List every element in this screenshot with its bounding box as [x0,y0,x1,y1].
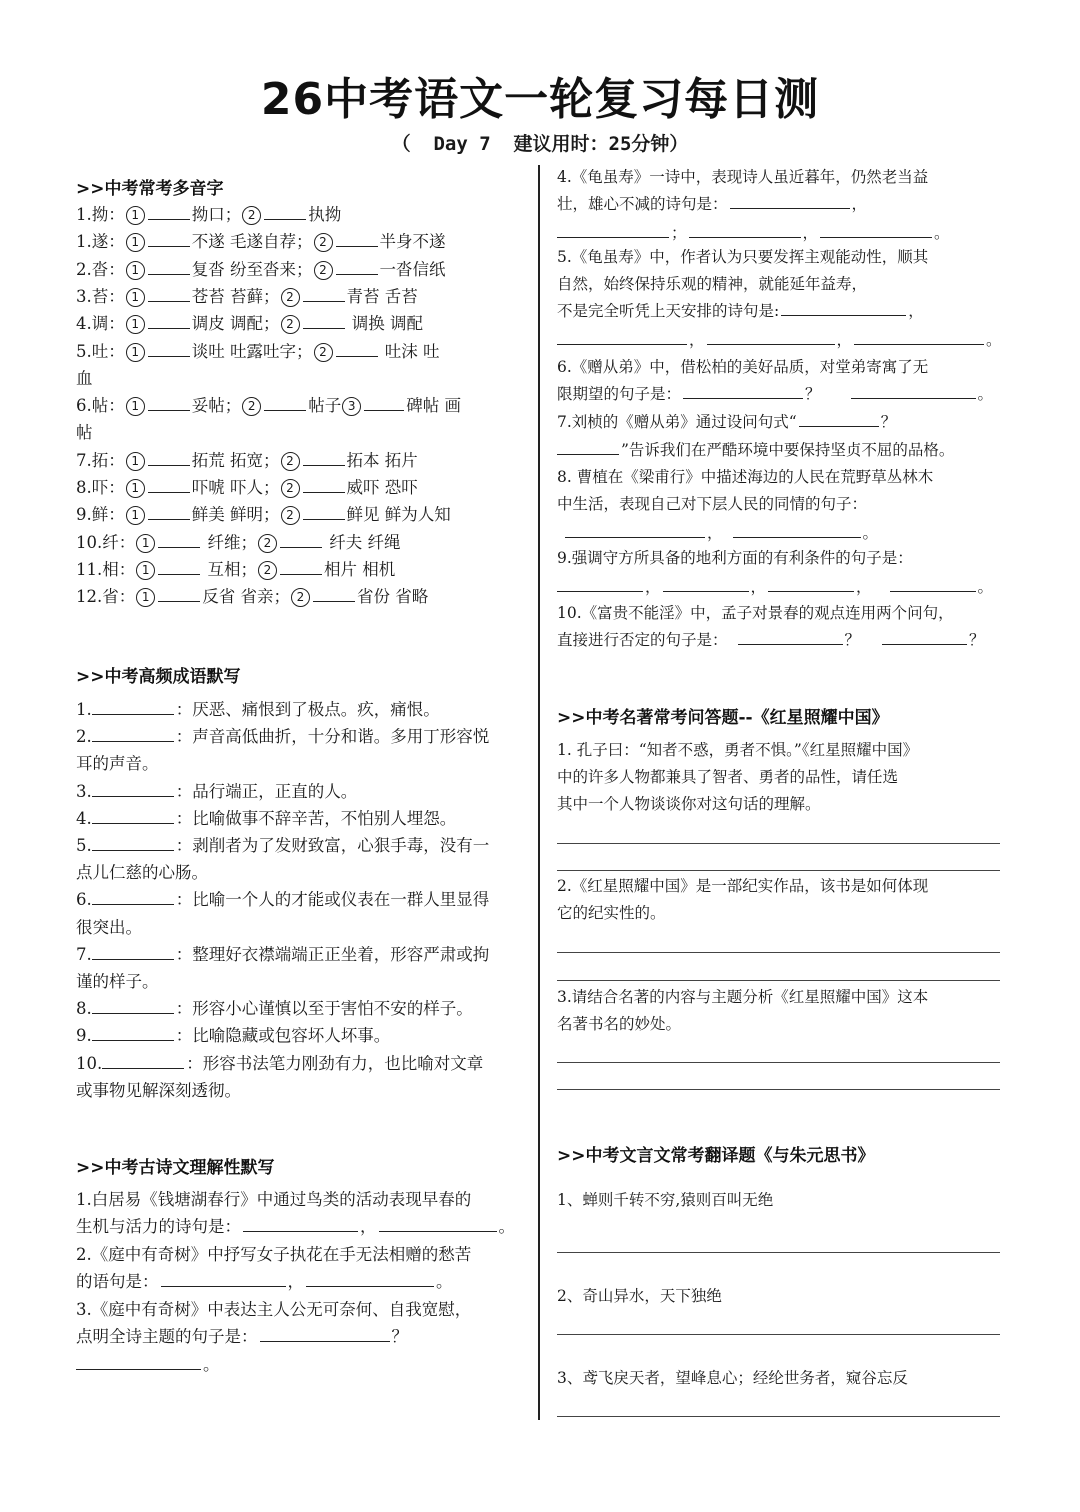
classic-q1-line2: 中的许多人物都兼具了智者、勇者的品性，请任选 [557,768,899,786]
poetry-q4-answer: 壮，雄心不减的诗句是： ， [557,191,867,218]
answer-blank[interactable] [264,393,306,411]
idiom-item-continuation: 点儿仁慈的心肠。 [76,863,208,883]
translation-item-3: 3、鸢飞戾天者，望峰息心；经纶世务者，窥谷忘反 [557,1369,908,1387]
translation-heading: >>中考文言文常考翻译题《与朱元思书》 [557,1146,875,1166]
answer-blank[interactable] [303,284,345,302]
answer-blank[interactable] [313,584,355,602]
idiom-item-continuation: 谨的样子。 [76,972,159,991]
polyphonic-item-continuation: 血 [76,368,93,388]
answer-blank[interactable] [92,996,174,1014]
polyphonic-item: 2.沓： 1 复沓 纷至沓来； 2 一沓信纸 [76,256,446,283]
poetry-q1-answer: 生机与活力的诗句是： ， 。 [76,1213,515,1240]
answer-blank[interactable] [264,202,306,220]
circled-number: 2 [281,479,300,498]
circled-number: 2 [314,261,333,280]
circled-number: 2 [314,343,333,362]
poetry-q9: 9.强调守方所具备的地利方面的有利条件的句子是： [557,549,913,567]
classic-q3: 3.请结合名著的内容与主题分析《红星照耀中国》这本 [557,988,929,1006]
answer-blank[interactable] [260,1324,390,1342]
idiom-item: 8. ：形容小心谨慎以至于害怕不安的样子。 [76,995,473,1022]
poetry-q3: 3.《庭中有奇树》中表达主人公无可奈何、自我宽慰， [76,1300,472,1319]
answer-blank[interactable] [92,697,174,715]
answer-line[interactable] [557,1062,1000,1063]
poetry-q3-answer-2: 。 [76,1351,220,1378]
poetry-q5-line2: 自然，始终保持乐观的精神，就能延年益寿， [557,275,868,293]
polyphonic-heading: >>中考常考多音字 [76,179,224,199]
polyphonic-item: 4.调： 1 调皮 调配； 2 调换 调配 [76,310,423,337]
answer-blank[interactable] [158,557,200,575]
answer-line[interactable] [557,1089,1000,1090]
answer-blank[interactable] [303,502,345,520]
page-subtitle: （ Day 7 建议用时：25分钟） [391,133,689,155]
circled-number: 2 [242,397,261,416]
poetry-q10-answer: 直接进行否定的句子是： ？ ？ [557,627,985,654]
classic-q2-line2: 它的纪实性的。 [557,904,666,922]
answer-blank[interactable] [303,475,345,493]
poetry-heading: >>中考古诗文理解性默写 [76,1158,275,1178]
classic-q1: 1. 孔子曰：“知者不惑，勇者不惧。”《红星照耀中国》 [557,741,919,759]
idiom-item: 3. ：品行端正，正直的人。 [76,778,357,805]
idiom-item: 7. ：整理好衣襟端端正正坐着，形容严肃或拘 [76,941,489,968]
idiom-item-continuation: 很突出。 [76,917,142,937]
circled-number: 2 [291,588,310,607]
classic-q3-line2: 名著书名的妙处。 [557,1015,682,1033]
answer-blank[interactable] [303,448,345,466]
poetry-q2-answer: 的语句是： ， 。 [76,1268,453,1295]
poetry-q6: 6.《赠从弟》中，借松柏的美好品质，对堂弟寄寓了无 [557,358,929,376]
circled-number: 2 [281,315,300,334]
poetry-q7-answer: ”告诉我们在严酷环境中要保持坚贞不屈的品格。 [557,437,954,464]
poetry-q1: 1.白居易《钱塘湖春行》中通过鸟类的活动表现早春的 [76,1190,472,1209]
circled-number: 1 [136,588,155,607]
polyphonic-item: 1.拗： 1 拗口； 2 执拗 [76,201,341,228]
circled-number: 2 [314,233,333,252]
circled-number: 1 [136,534,155,553]
poetry-q3-answer: 点明全诗主题的句子是： ？ [76,1323,408,1350]
classic-heading: >>中考名著常考问答题--《红星照耀中国》 [557,708,889,728]
circled-number: 2 [281,452,300,471]
idiom-item-continuation: 耳的声音。 [76,754,159,774]
circled-number: 2 [242,206,261,225]
polyphonic-item: 3.苔： 1 苍苔 苔藓； 2 青苔 舌苔 [76,283,418,310]
idiom-item: 4. ：比喻做事不辞辛苦，不怕别人埋怨。 [76,805,456,832]
answer-blank[interactable] [148,393,190,411]
idiom-item-continuation: 或事物见解深刻透彻。 [76,1080,241,1100]
polyphonic-item: 7.拓： 1 拓荒 拓宽； 2 拓本 拓片 [76,447,418,474]
poetry-q5-answer: 不是完全听凭上天安排的诗句是: ， [557,298,924,325]
circled-number: 1 [126,452,145,471]
answer-blank[interactable] [148,502,190,520]
answer-blank[interactable] [882,627,967,645]
poetry-q8: 8. 曹植在《梁甫行》中描述海边的人民在荒野草丛林木 [557,468,934,486]
polyphonic-item: 5.吐： 1 谈吐 吐露吐字； 2 吐沫 吐 [76,338,440,365]
circled-number: 1 [126,206,145,225]
idiom-item: 10. ：形容书法笔力刚劲有力，也比喻对文章 [76,1050,483,1077]
answer-blank[interactable] [557,327,687,345]
answer-blank[interactable] [92,942,174,960]
circled-number: 3 [342,397,361,416]
answer-blank[interactable] [148,257,190,275]
polyphonic-item: 10.纤： 1 纤维； 2 纤夫 纤绳 [76,529,401,556]
answer-blank[interactable] [148,475,190,493]
answer-blank[interactable] [854,327,984,345]
circled-number: 2 [258,561,277,580]
column-divider [538,165,540,1420]
answer-blank[interactable] [683,381,803,399]
answer-blank[interactable] [148,339,190,357]
page-title: 26中考语文一轮复习每日测 [260,74,820,125]
answer-blank[interactable] [565,520,705,538]
circled-number: 2 [281,506,300,525]
poetry-q8-answer: ， 。 [557,520,878,547]
answer-blank[interactable] [768,574,854,592]
answer-blank[interactable] [148,284,190,302]
answer-blank[interactable] [280,530,322,548]
idiom-item: 6. ：比喻一个人的才能或仪表在一群人里显得 [76,886,489,913]
answer-blank[interactable] [557,220,669,238]
classic-q1-line3: 其中一个人物谈谈你对这句话的理解。 [557,795,821,813]
answer-blank[interactable] [161,1269,286,1287]
answer-blank[interactable] [92,1023,174,1041]
answer-blank[interactable] [148,311,190,329]
poetry-q9-answer: ， ， ， 。 [557,574,993,601]
circled-number: 1 [126,479,145,498]
answer-blank[interactable] [781,298,906,316]
answer-blank[interactable] [102,1051,184,1069]
polyphonic-item: 9.鲜： 1 鲜美 鲜明； 2 鲜见 鲜为人知 [76,501,451,528]
circled-number: 1 [126,233,145,252]
answer-blank[interactable] [738,627,843,645]
poetry-q2: 2.《庭中有奇树》中抒写女子执花在手无法相赠的愁苦 [76,1245,472,1264]
poetry-q7: 7.刘桢的《赠从弟》通过设问句式“ ？ [557,409,896,436]
circled-number: 2 [258,534,277,553]
answer-blank[interactable] [336,257,378,275]
answer-blank[interactable] [557,437,619,455]
polyphonic-item: 8.吓： 1 吓唬 吓人； 2 威吓 恐吓 [76,474,418,501]
poetry-q8-line2: 中生活，表现自己对下层人民的同情的句子： [557,495,868,513]
poetry-q4: 4.《龟虽寿》一诗中，表现诗人虽近暮年，仍然老当益 [557,168,929,186]
answer-blank[interactable] [92,779,174,797]
circled-number: 1 [136,561,155,580]
answer-blank[interactable] [148,448,190,466]
answer-blank[interactable] [306,1269,434,1287]
answer-line[interactable] [557,870,1000,871]
answer-blank[interactable] [76,1352,201,1370]
circled-number: 2 [281,288,300,307]
polyphonic-item-continuation: 帖 [76,423,93,443]
answer-line[interactable] [557,952,1000,953]
answer-blank[interactable] [336,229,378,247]
poetry-q4-answer-2: ； ， 。 [557,220,950,247]
answer-blank[interactable] [336,339,378,357]
answer-blank[interactable] [851,381,976,399]
answer-blank[interactable] [689,220,801,238]
answer-line[interactable] [557,1252,1000,1253]
poetry-q5-answer-2: ， ， 。 [557,327,1002,354]
answer-line[interactable] [557,1416,1000,1417]
answer-blank[interactable] [557,574,643,592]
polyphonic-item: 12.省： 1 反省 省亲； 2 省份 省略 [76,583,428,610]
answer-line[interactable] [557,843,1000,844]
answer-blank[interactable] [243,1214,358,1232]
answer-line[interactable] [557,1334,1000,1335]
polyphonic-item: 6.帖： 1 妥帖； 2 帖子 3 碑帖 画 [76,392,461,419]
idiom-item: 2. ：声音高低曲折，十分和谐。多用丁形容悦 [76,723,489,750]
answer-blank[interactable] [92,724,174,742]
answer-blank[interactable] [280,557,322,575]
poetry-q5: 5.《龟虽寿》中，作者认为只要发挥主观能动性，顺其 [557,248,929,266]
translation-item-2: 2、奇山异水，天下独绝 [557,1287,722,1305]
poetry-q10: 10.《富贵不能淫》中，孟子对景春的观点连用两个问句， [557,604,954,622]
circled-number: 1 [126,397,145,416]
circled-number: 1 [126,506,145,525]
answer-blank[interactable] [92,887,174,905]
answer-blank[interactable] [820,220,932,238]
polyphonic-item: 11.相： 1 互相； 2 相片 相机 [76,556,395,583]
answer-blank[interactable] [92,833,174,851]
answer-blank[interactable] [92,806,174,824]
answer-line[interactable] [557,980,1000,981]
classic-q2: 2.《红星照耀中国》是一部纪实作品，该书是如何体现 [557,877,929,895]
poetry-q6-answer: 限期望的句子是： ？ 。 [557,381,993,408]
circled-number: 1 [126,315,145,334]
answer-blank[interactable] [663,574,749,592]
answer-blank[interactable] [799,409,879,427]
answer-blank[interactable] [730,191,850,209]
idioms-heading: >>中考高频成语默写 [76,667,241,687]
idiom-item: 1. ：厌恶、痛恨到了极点。疚，痛恨。 [76,696,440,723]
circled-number: 1 [126,261,145,280]
answer-blank[interactable] [364,393,404,411]
answer-blank[interactable] [890,574,976,592]
answer-blank[interactable] [148,229,190,247]
answer-blank[interactable] [148,202,190,220]
idiom-item: 5. ：剥削者为了发财致富，心狠手毒，没有一 [76,832,489,859]
polyphonic-item: 1.遂： 1 不遂 毛遂自荐； 2 半身不遂 [76,228,446,255]
answer-blank[interactable] [158,530,200,548]
translation-item-1: 1、蝉则千转不穷,猿则百叫无绝 [557,1191,774,1209]
answer-blank[interactable] [303,311,345,329]
circled-number: 1 [126,288,145,307]
answer-blank[interactable] [707,327,835,345]
idiom-item: 9. ：比喻隐藏或包容坏人坏事。 [76,1022,390,1049]
answer-blank[interactable] [158,584,200,602]
answer-blank[interactable] [379,1214,497,1232]
answer-blank[interactable] [733,520,861,538]
circled-number: 1 [126,343,145,362]
